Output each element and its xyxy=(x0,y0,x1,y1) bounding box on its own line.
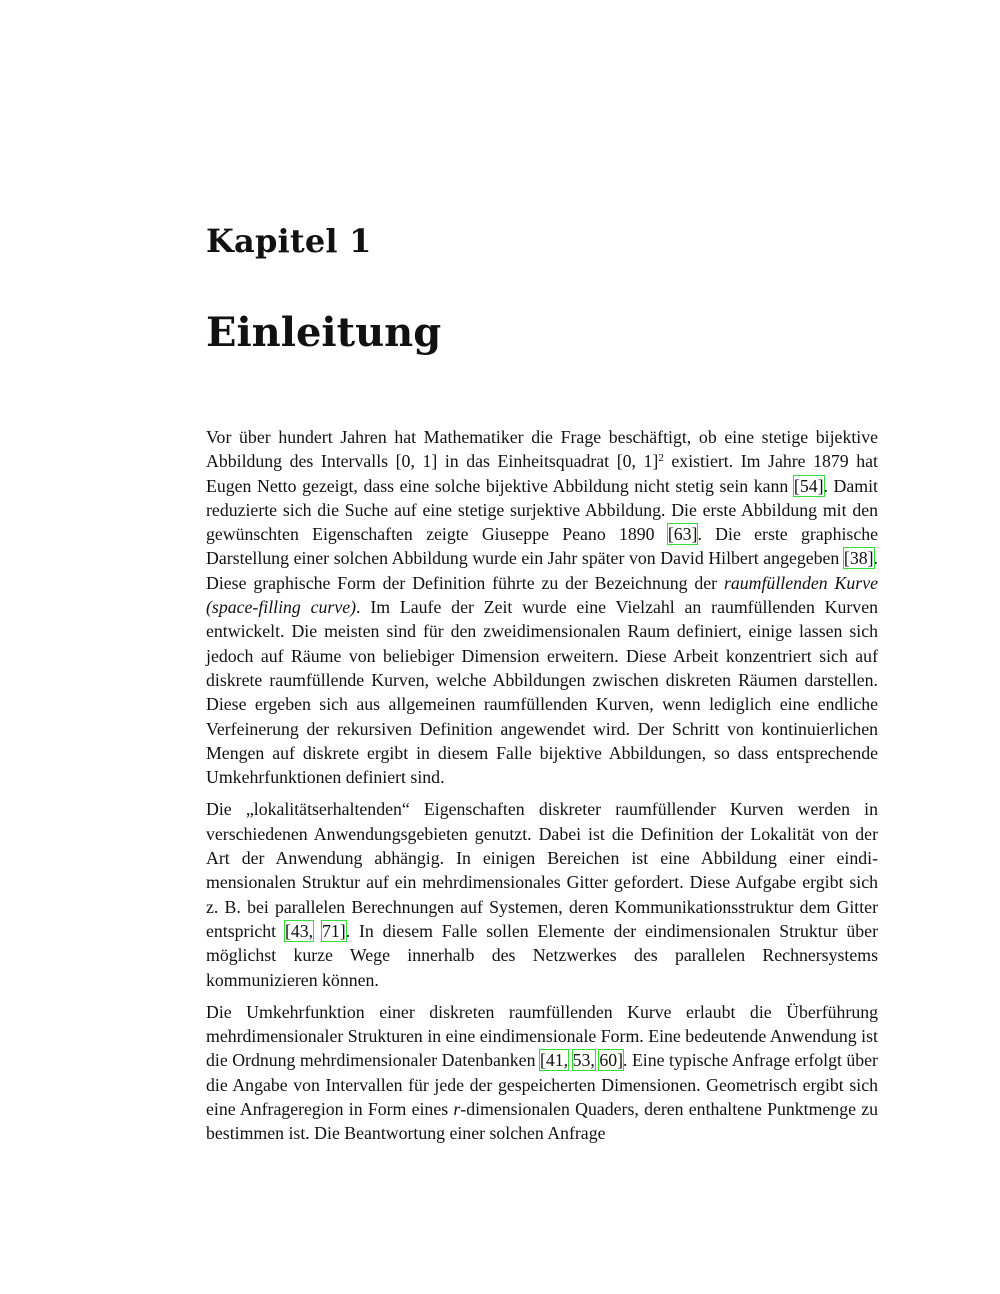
text-run: . Die erste graphische Darstellung einer solchen Abbildung wurde ein Jahr später von David Hilbert angegeben xyxy=(206,524,878,569)
text-run xyxy=(568,1050,572,1070)
text-run xyxy=(313,921,322,941)
text-run: Die Umkehrfunktion einer diskreten raumfüllenden Kurve erlaubt die Überführung mehrdimensionaler Strukturen in eine eindimensionale Form. Eine bedeutende Anwendung ist die Ordnung mehrdimensionaler Datenbanken xyxy=(206,1001,878,1071)
text-run: . Diese graphische Form der Definition führte zu der Bezeichnung der xyxy=(206,548,878,593)
chapter-title: Einleitung xyxy=(206,309,442,356)
citation-link[interactable]: 60] xyxy=(599,1050,624,1071)
text-run: existiert. Im Jahre 1879 hat Eugen Netto gezeigt, dass eine solche bijektive Abbildung nicht stetig sein kann xyxy=(206,451,878,496)
text-run: . Eine typische Anfrage erfolgt über die Angabe von Intervallen für jede der gespeicherten Dimensionen. Geometrisch ergibt sich eine Anfrageregion in Form eines xyxy=(206,1050,878,1120)
superscript: 2 xyxy=(658,452,664,465)
citation-link[interactable]: [38] xyxy=(843,548,874,569)
citation-link[interactable]: 53, xyxy=(572,1050,595,1071)
citation-link[interactable]: 71] xyxy=(321,920,346,941)
citation-link[interactable]: [43, xyxy=(284,920,314,941)
paragraph-1 xyxy=(206,425,878,789)
chapter-label: Kapitel 1 xyxy=(206,222,372,260)
paragraph-3 xyxy=(206,1000,878,1146)
paragraph-2 xyxy=(206,797,878,991)
italic-term: raumfüllenden Kurve (space-filling curve) xyxy=(206,572,878,618)
citation-link[interactable]: [41, xyxy=(539,1050,569,1071)
citation-link[interactable]: [54] xyxy=(793,475,824,496)
text-run: -dimensionalen Quaders, deren enthaltene Punktmenge zu bestimmen ist. Die Beantwortung einer solchen Anfrage xyxy=(206,1099,878,1144)
body-text xyxy=(206,425,878,1154)
text-run: . In diesem Falle sollen Elemente der eindimensionalen Struktur über möglichst kurze Wege innerhalb des Netzwerkes des parallelen Rechnersystems kommunizieren können. xyxy=(206,920,878,990)
text-run: . Damit reduzierte sich die Suche auf eine stetige surjektive Abbildung. Die erste Abbildung mit den gewünschten Eigenschaften zeigte Giuseppe Peano 1890 xyxy=(206,475,878,545)
text-run: Die „lokalitätserhaltenden“ Eigenschaften diskreter raumfüllender Kurven werden in verschiedenen Anwendungsgebieten genutzt. Dabei ist die Definition der Lokalität von der Art der Anwendung abhängig. In einigen Bereichen ist eine Abbildung einer eindimensionalen Struktur auf ein mehrdimensionales Gitter gefordert. Diese Aufgabe ergibt sich z. B. bei parallelen Berechnungen auf Systemen, deren Kommunikationsstruktur dem Gitter entspricht xyxy=(206,799,878,941)
italic-term: r xyxy=(453,1099,461,1120)
citation-link[interactable]: [63] xyxy=(667,524,698,545)
text-run: Vor über hundert Jahren hat Mathematiker die Frage beschäftigt, ob eine stetige bijektive Abbildung des Intervalls [0, 1] in das Einheitsquadrat [0, 1] xyxy=(206,427,878,472)
text-run: . Im Laufe der Zeit wurde eine Vielzahl an raumfüllenden Kurven entwickelt. Die meisten sind für den zweidimensionalen Raum definiert, einige lassen sich jedoch auf Räume von beliebiger Dimension erweitern. Diese Arbeit konzentriert sich auf diskrete raumfüllende Kurven, welche Abbildungen zwischen diskreten Räumen darstellen. Diese ergeben sich aus allgemeinen raumfüllenden Kurven, wenn lediglich eine endliche Verfeinerung der rekursiven Definition angewendet wird. Der Schritt von kontinuierlichen Mengen auf diskrete ergibt in diesem Falle bijektive Abbildungen, so dass entsprechende Umkehrfunktionen definiert sind. xyxy=(206,597,878,788)
